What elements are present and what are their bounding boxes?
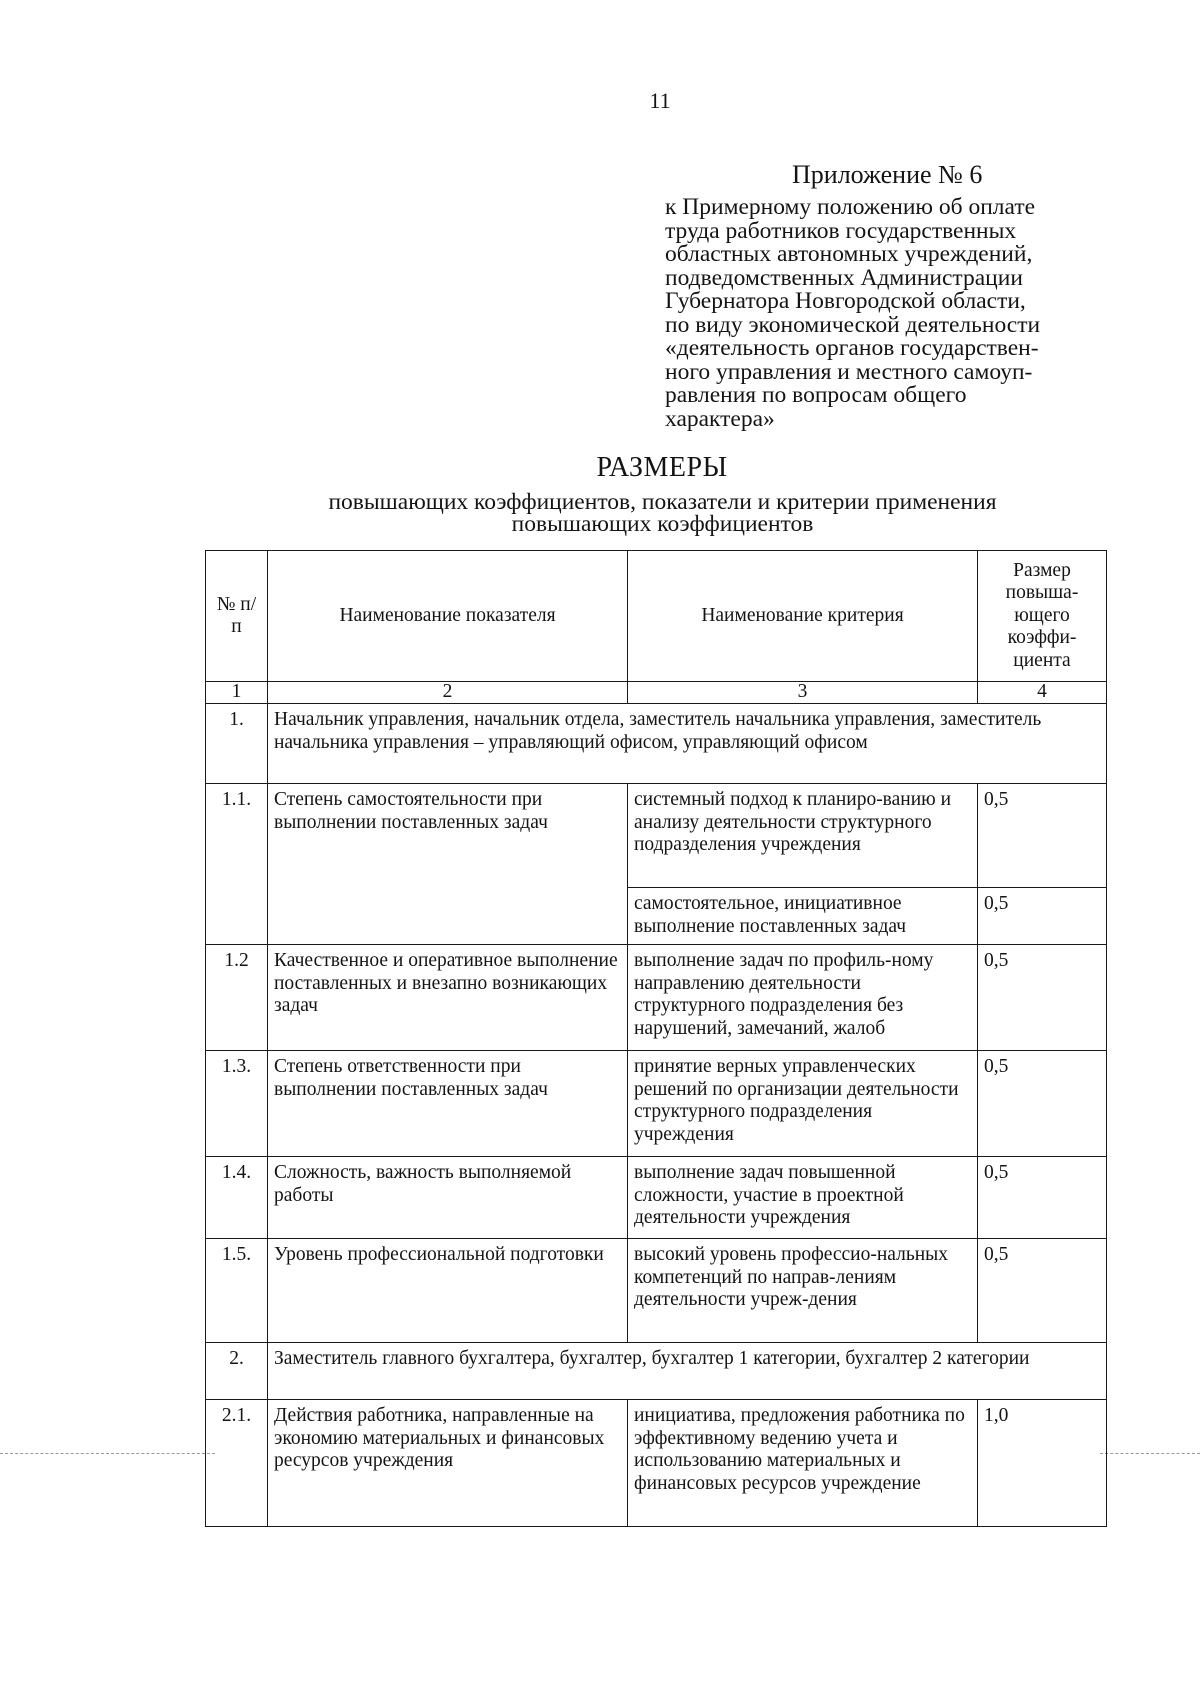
appendix-line: областных автономных учреждений, — [665, 241, 1033, 267]
appendix-line: Губернатора Новгородской области, — [665, 288, 1026, 314]
row-num: 1.4. — [206, 1157, 268, 1239]
section-title: Начальник управления, начальник отдела, заместитель начальника управления, заместитель начальника управления – управляющий офисом, управляющий офисом — [268, 704, 1107, 784]
section-row — [206, 1343, 1107, 1400]
scan-artifact-line — [0, 1453, 215, 1454]
scan-artifact-line — [1100, 1453, 1200, 1454]
row-value: 0,5 — [978, 888, 1107, 945]
table-row — [206, 1239, 1107, 1343]
column-numbers-row — [206, 682, 1107, 704]
row-indicator: Степень самостоятельности при выполнении поставленных задач — [268, 784, 628, 945]
row-value: 0,5 — [978, 784, 1107, 888]
appendix-line: к Примерному положению об оплате — [665, 194, 1036, 220]
document-title: РАЗМЕРЫ — [596, 452, 728, 483]
appendix-title: Приложение № 6 — [792, 160, 983, 189]
column-number: 1 — [206, 682, 268, 704]
page-number: 11 — [649, 88, 671, 113]
section-num: 2. — [206, 1343, 268, 1400]
section-title: Заместитель главного бухгалтера, бухгалтер, бухгалтер 1 категории, бухгалтер 2 категории — [268, 1343, 1107, 1400]
appendix-line: труда работников государственных — [665, 217, 1017, 244]
row-criterion: высокий уровень профессио-нальных компетенций по направ-лениям деятельности учреж-дения — [628, 1239, 978, 1343]
row-num: 1.3. — [206, 1051, 268, 1157]
section-row — [206, 704, 1107, 784]
table-row — [206, 784, 1107, 888]
row-value: 1,0 — [978, 1400, 1107, 1527]
row-value: 0,5 — [978, 945, 1107, 1051]
appendix-line: подведомственных Администрации — [665, 264, 1023, 291]
row-criterion: принятие верных управленческих решений по организации деятельности структурного подразделения учреждения — [628, 1051, 978, 1157]
table-header-row — [206, 551, 1107, 682]
row-value: 0,5 — [978, 1051, 1107, 1157]
row-indicator: Степень ответственности при выполнении поставленных задач — [268, 1051, 628, 1157]
column-number: 3 — [628, 682, 978, 704]
row-num: 1.5. — [206, 1239, 268, 1343]
coefficients-table — [205, 550, 1107, 1527]
row-indicator: Уровень профессиональной подготовки — [268, 1239, 628, 1343]
row-criterion: системный подход к планиро-ванию и анализу деятельности структурного подразделения учреждения — [628, 784, 978, 888]
section-num: 1. — [206, 704, 268, 784]
row-criterion: выполнение задач повышенной сложности, участие в проектной деятельности учреждения — [628, 1157, 978, 1239]
row-num: 1.1. — [206, 784, 268, 945]
header-num: № п/п — [206, 551, 268, 682]
column-number: 4 — [978, 682, 1107, 704]
appendix-line: характера» — [665, 405, 775, 432]
table-row — [206, 1051, 1107, 1157]
table-row — [206, 1400, 1107, 1527]
row-indicator: Сложность, важность выполняемой работы — [268, 1157, 628, 1239]
row-num: 1.2 — [206, 945, 268, 1051]
header-size: Размер повыша-ющего коэффи-циента — [978, 551, 1107, 682]
appendix-line: равления по вопросам общего — [665, 382, 967, 408]
row-num: 2.1. — [206, 1400, 268, 1527]
row-indicator: Качественное и оперативное выполнение поставленных и внезапно возникающих задач — [268, 945, 628, 1051]
table-row — [206, 1157, 1107, 1239]
row-criterion: самостоятельное, инициативное выполнение поставленных задач — [628, 888, 978, 945]
appendix-line: ного управления и местного самоуп- — [665, 358, 1033, 385]
header-criterion: Наименование критерия — [628, 551, 978, 682]
column-number: 2 — [268, 682, 628, 704]
appendix-reference — [665, 196, 1110, 431]
header-indicator: Наименование показателя — [268, 551, 628, 682]
row-criterion: выполнение задач по профиль-ному направлению деятельности структурного подразделения без нарушений, замечаний, жалоб — [628, 945, 978, 1051]
row-value: 0,5 — [978, 1239, 1107, 1343]
appendix-line: по виду экономической деятельности — [665, 311, 1041, 338]
row-value: 0,5 — [978, 1157, 1107, 1239]
document-subtitle: повышающих коэффициентов, показатели и критерии применения повышающих коэффициентов — [328, 489, 997, 537]
row-indicator: Действия работника, направленные на экономию материальных и финансовых ресурсов учреждения — [268, 1400, 628, 1527]
appendix-line: «деятельность органов государствен- — [665, 335, 1039, 361]
row-criterion: инициатива, предложения работника по эффективному ведению учета и использованию материальных и финансовых ресурсов учреждение — [628, 1400, 978, 1527]
table-row — [206, 945, 1107, 1051]
